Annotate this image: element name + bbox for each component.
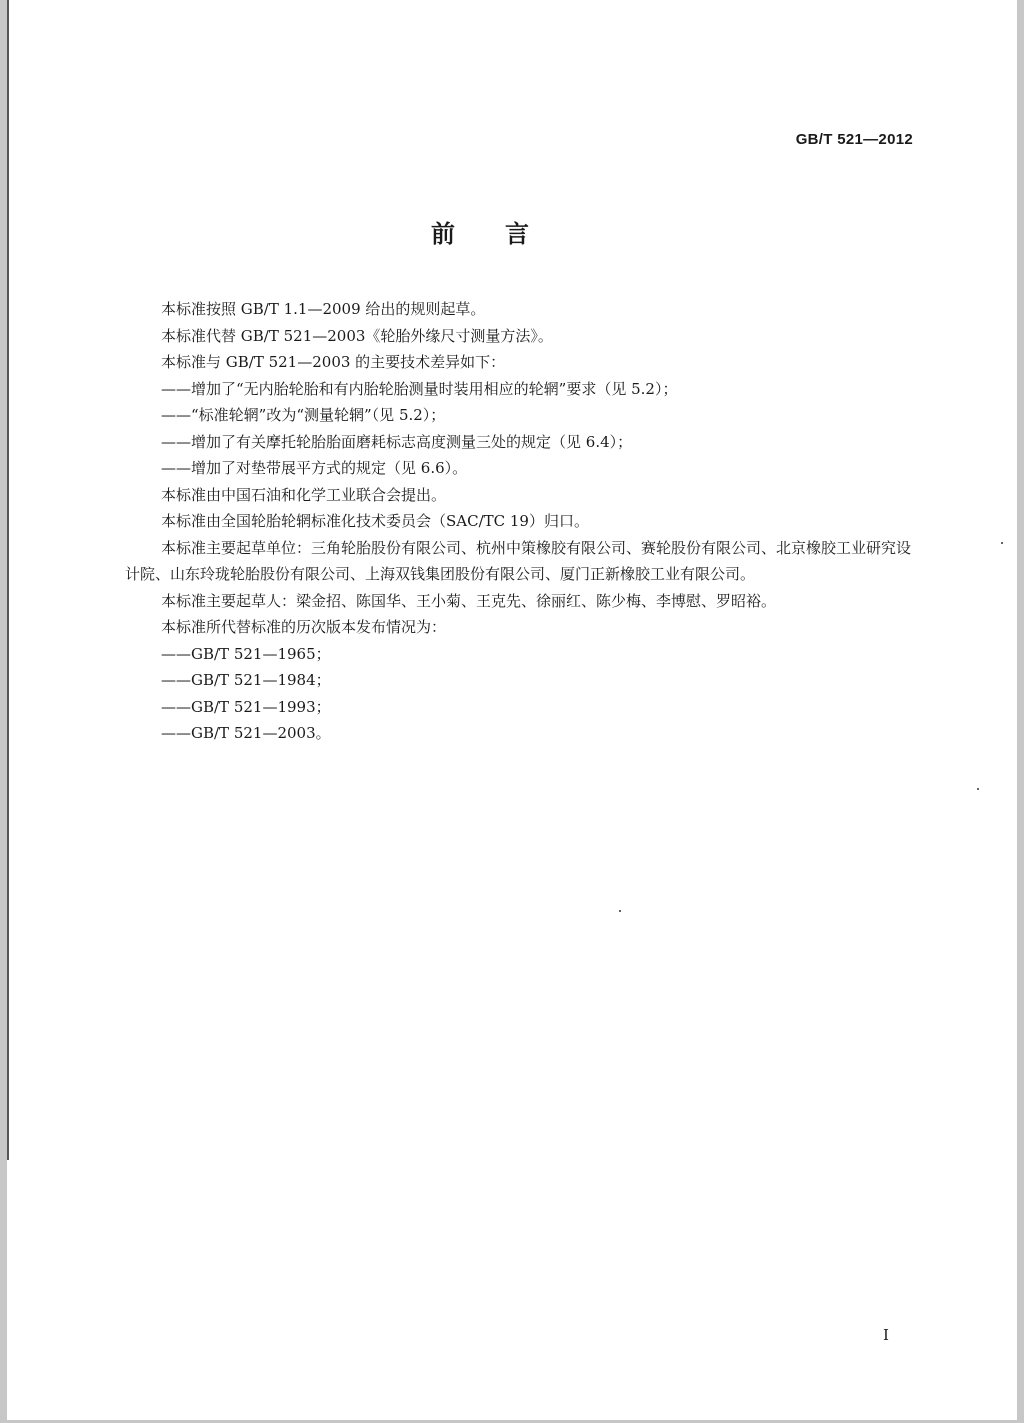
difference-item: ——增加了对垫带展平方式的规定（见 6.6）。 <box>161 459 468 477</box>
paragraph-replaces: 本标准代替 GB/T 521—2003《轮胎外缘尺寸测量方法》。 <box>161 326 553 345</box>
foreword-body <box>125 296 915 747</box>
difference-item: ——增加了有关摩托轮胎胎面磨耗标志高度测量三处的规定（见 6.4）； <box>161 432 633 451</box>
paragraph-previous-editions: 本标准所代替标准的历次版本发布情况为： <box>161 618 447 636</box>
paragraph-drafting-units: 本标准主要起草单位：三角轮胎股份有限公司、杭州中策橡胶有限公司、赛轮股份有限公司、北京橡胶工业研究设计院、山东玲珑轮胎股份有限公司、上海双钱集团股份有限公司、厦门正新橡胶工业有限公司。 <box>125 538 912 583</box>
paragraph-under-jurisdiction: 本标准由全国轮胎轮辋标准化技术委员会（SAC/TC 19）归口。 <box>161 512 589 530</box>
paragraph-proposed-by: 本标准由中国石油和化学工业联合会提出。 <box>161 485 447 504</box>
difference-item: ——增加了“无内胎轮胎和有内胎轮胎测量时装用相应的轮辋”要求（见 5.2）； <box>161 379 678 398</box>
page-title: 前言 <box>431 220 579 248</box>
scan-speck <box>977 788 979 790</box>
previous-edition-item: ——GB/T 521—2003。 <box>161 724 331 742</box>
previous-edition-item: ——GB/T 521—1993； <box>161 697 331 716</box>
page-number: I <box>883 1326 889 1344</box>
previous-edition-item: ——GB/T 521—1984； <box>161 671 331 689</box>
scan-speck <box>619 910 621 912</box>
paragraph-drafters: 本标准主要起草人：梁金招、陈国华、王小菊、王克先、徐丽红、陈少梅、李博慰、罗昭裕。 <box>161 591 777 610</box>
paragraph-drafting-rules: 本标准按照 GB/T 1.1—2009 给出的规则起草。 <box>161 300 486 318</box>
scan-speck <box>1001 542 1003 544</box>
previous-edition-item: ——GB/T 521—1965； <box>161 644 331 663</box>
page-left-edge <box>7 0 9 1160</box>
difference-item: ——“标准轮辋”改为“测量轮辋”（见 5.2）； <box>161 406 446 424</box>
paragraph-differences-intro: 本标准与 GB/T 521—2003 的主要技术差异如下： <box>161 353 506 371</box>
document-page <box>7 0 1017 1420</box>
standard-code: GB/T 521—2012 <box>795 131 913 148</box>
